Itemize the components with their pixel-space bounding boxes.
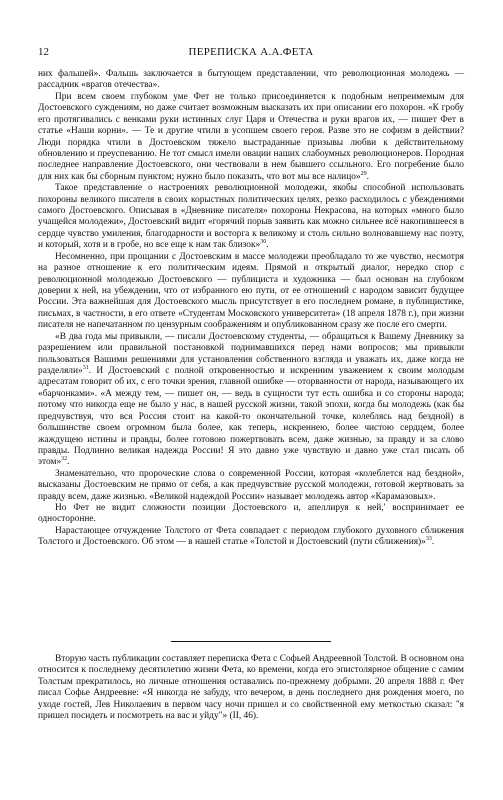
paragraph: Но Фет не видит сложности позиции Достоевского и, апеллируя к ней,' воспринимает ее односторонне.: [38, 503, 464, 525]
paragraph: них фальшей». Фальшь заключается в бытующем представлении, что революционная молодежь — рассадник «врагов отечества».: [38, 69, 464, 91]
paragraph: Нарастающее отчуждение Толстого от Фета совпадает с периодом глубокого духовного сближения Толстого и Достоевского. Об этом — в нашей статье «Толстой и Достоевский (пути сближения)»$^{33}$.: [38, 525, 464, 548]
main-text: [38, 69, 464, 549]
page-number: 12: [38, 46, 49, 58]
footnote-ref: 32: [61, 456, 68, 463]
page-header: [38, 45, 464, 59]
footnote-ref: 30: [260, 239, 267, 246]
section-divider: [171, 641, 331, 642]
paragraph: Несомненно, при прощании с Достоевским в массе молодежи преобладало то же чувство, несмотря на разное отношение к его политическим идеям. Прямой и открытый диалог, нередко спор с революционной молодежью Достоевского — публициста и художника — был основан на глубоком доверии к ней, на убеждении, что от избранного ею пути, от ее отношений с народом зависит будущее России. Эта важнейшая для Достоевского мысль присутствует в его последнем романе, в публицистике, письмах, в частности, в его ответе «Студентам Московского университета» (18 апреля 1878 г.), при жизни писателя не напечатанном по цензурным соображениям и опубликованном сразу же после его смерти.: [38, 251, 464, 331]
footnote-ref: 33: [425, 536, 432, 543]
paragraph: «В два года мы привыкли, — писали Достоевскому студенты, — обращаться к Вашему Дневнику за разрешением или правильной постановкой поднимавшихся перед нами вопросов; мы привыкли пользоваться Вашими решениями для установления собственного взгляда и уважать их, даже когда не разделяли»$^{31}$. И Достоевский с полной откровенностью и искренним уважением к своим молодым адресатам говорит об их, с его точки зрения, главной ошибке — оторванности от народа, называющего их «барчонками». «А между тем, — пишет он, — ведь в сущности тут есть ошибка и со стороны народа; потому что никогда еще не было у нас, в нашей русской жизни, такой эпохи, когда бы молодежь (как бы предчувствуя, что вся Россия стоит на какой-то окончательной точке, колеблясь над бездной) в большинстве своем огромном была более, как теперь, искреннею, более чистою сердцем, более жаждущею истины и правды, более готовою пожертвовать всем, даже жизнью, за правду и за слово правды. Подлинно великая надежда России! Я это давно уже чувствую и давно уже стал писать об этом»$^{32}$.: [38, 331, 464, 468]
second-part-text: [38, 654, 464, 723]
paragraph: При всем своем глубоком уме Фет не только присоединяется к подобным непреимемым для Достоевского суждениям, но даже считает возможным высказать их при описании его похорон. «К гробу его протягивались с венками руки истинных слуг Царя и Отечества и руки врагов их, — пишет Фет в статье «Наши корни». — Те и другие чтили в усопшем своего героя. Разве это не софизм в действии? Люди порядка чтили в Достоевском тяжело выстраданные призывы любви к действительному обновлению и преуспеванию. Не тот смысл имели овации наших слабоумных революционеров. Породная последнее направление Достоевского, они чествовали в нем бывшего ссыльного. Его погребение было для них как бы сборным пунктом; нужно было показать, что вот мы все налицо»$^{29}$.: [38, 91, 464, 182]
running-title: ПЕРЕПИСКА А.А.ФЕТА: [188, 46, 314, 58]
footnote-ref: 29: [360, 170, 367, 177]
paragraph: Знаменательно, что пророческие слова о современной России, которая «колеблется над бездной», высказаны Достоевским не прямо от себя, а как предчувствие русской молодежи, готовой жертвовать за правду всем, даже жизнью. «Великой надеждой России» называет молодежь автор «Карамазовых».: [38, 468, 464, 502]
paragraph: Такое представление о настроениях революционной молодежи, якобы способной использовать похороны великого писателя в своих корыстных политических целях, резко расходилось с убеждениями самого Достоевского. Описывая в «Дневнике писателя» похороны Некрасова, на которых «много было учащейся молодежи», Достоевский видит «горячий порыв заявить как можно сильнее всё накопившееся в сердце чувство умиления, благодарности и восторга к великому и столь сильно волновавшему нас поэту, и который, хотя и в гробе, но все еще к нам так близок»$^{30}$.: [38, 183, 464, 251]
paragraph: Вторую часть публикации составляет переписка Фета с Софьей Андреевной Толстой. В основном она относится к последнему десятилетию жизни Фета, ко времени, когда его эпистолярное общение с самим Толстым прекратилось, но личные отношения оставались по-прежнему добрыми. 20 апреля 1888 г. Фет писал Софье Андреевне: «Я никогда не забуду, что вечером, в день последнего дня рождения моего, по уходе гостей, Лев Николаевич в первом часу ночи пришел и со свойственной ему меткостью сказал: "я пришел посидеть и посмотреть на вас и уйду"» (II, 46).: [38, 654, 464, 722]
footnote-ref: 31: [82, 364, 89, 371]
